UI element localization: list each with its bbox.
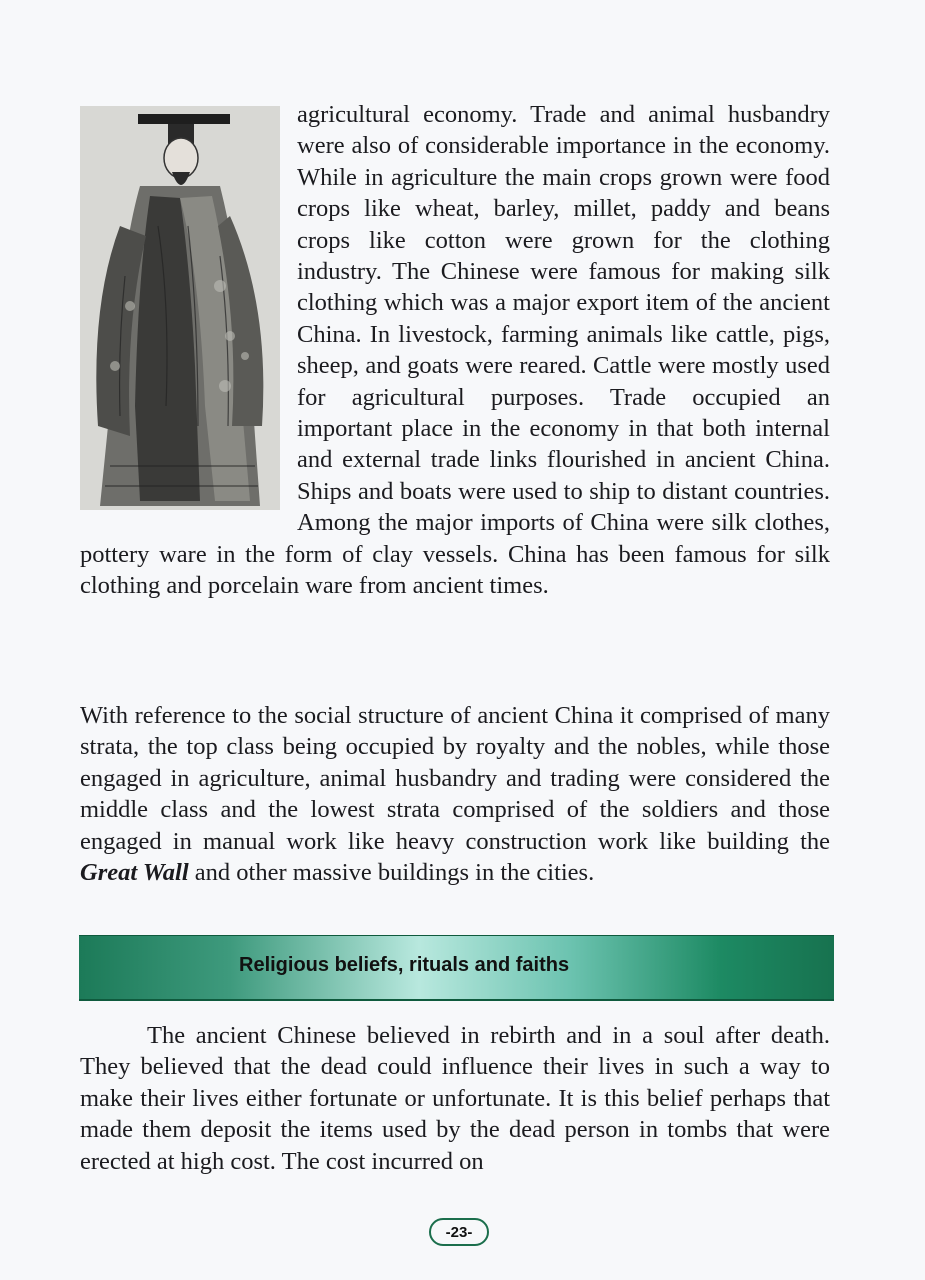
religious-beliefs-paragraph xyxy=(80,1020,830,1177)
figure-wrap-spacer xyxy=(80,99,297,520)
economy-paragraph xyxy=(80,99,830,602)
page-number: -23- xyxy=(429,1218,489,1246)
section-banner xyxy=(79,935,834,1001)
great-wall-emphasis: Great Wall xyxy=(80,859,189,887)
social-structure-text-part2: and other massive buildings in the cities. xyxy=(188,859,595,887)
economy-paragraph-text: agricultural economy. Trade and animal husbandry were also of considerable importance in the economy. While in agriculture the main crops grown were food crops like wheat, barley, millet, paddy and beans crops like cotton were grown for the clothing industry. The Chinese were famous for making silk clothing which was a major export item of the ancient China. In livestock, farming animals like cattle, pigs, sheep, and goats were reared. Cattle were mostly used for agricultural purposes. Trade occupied an important place in the economy in that both internal and external trade links flourished in ancient China. Ships and boats were used to ship to distant countries. Among the major imports of China were silk clothes, pottery ware in the form of clay vessels. China has been famous for silk clothing and porcelain ware from ancient times. xyxy=(80,101,830,600)
religious-beliefs-text: The ancient Chinese believed in rebirth and in a soul after death. They believed that the dead could influence their lives in such a way to make their lives either fortunate or unfortunate. It is this belief perhaps that made them deposit the items used by the dead person in tombs that were erected at high cost. The cost incurred on xyxy=(80,1022,830,1175)
social-structure-paragraph xyxy=(80,700,830,888)
section-heading: Religious beliefs, rituals and faiths xyxy=(239,954,570,976)
social-structure-text-part1: With reference to the social structure of ancient China it comprised of many strata, the top class being occupied by royalty and the nobles, while those engaged in agriculture, animal husbandry and trading were considered the middle class and the lowest strata comprised of the soldiers and those engaged in manual work like heavy construction work like building the xyxy=(80,702,830,855)
